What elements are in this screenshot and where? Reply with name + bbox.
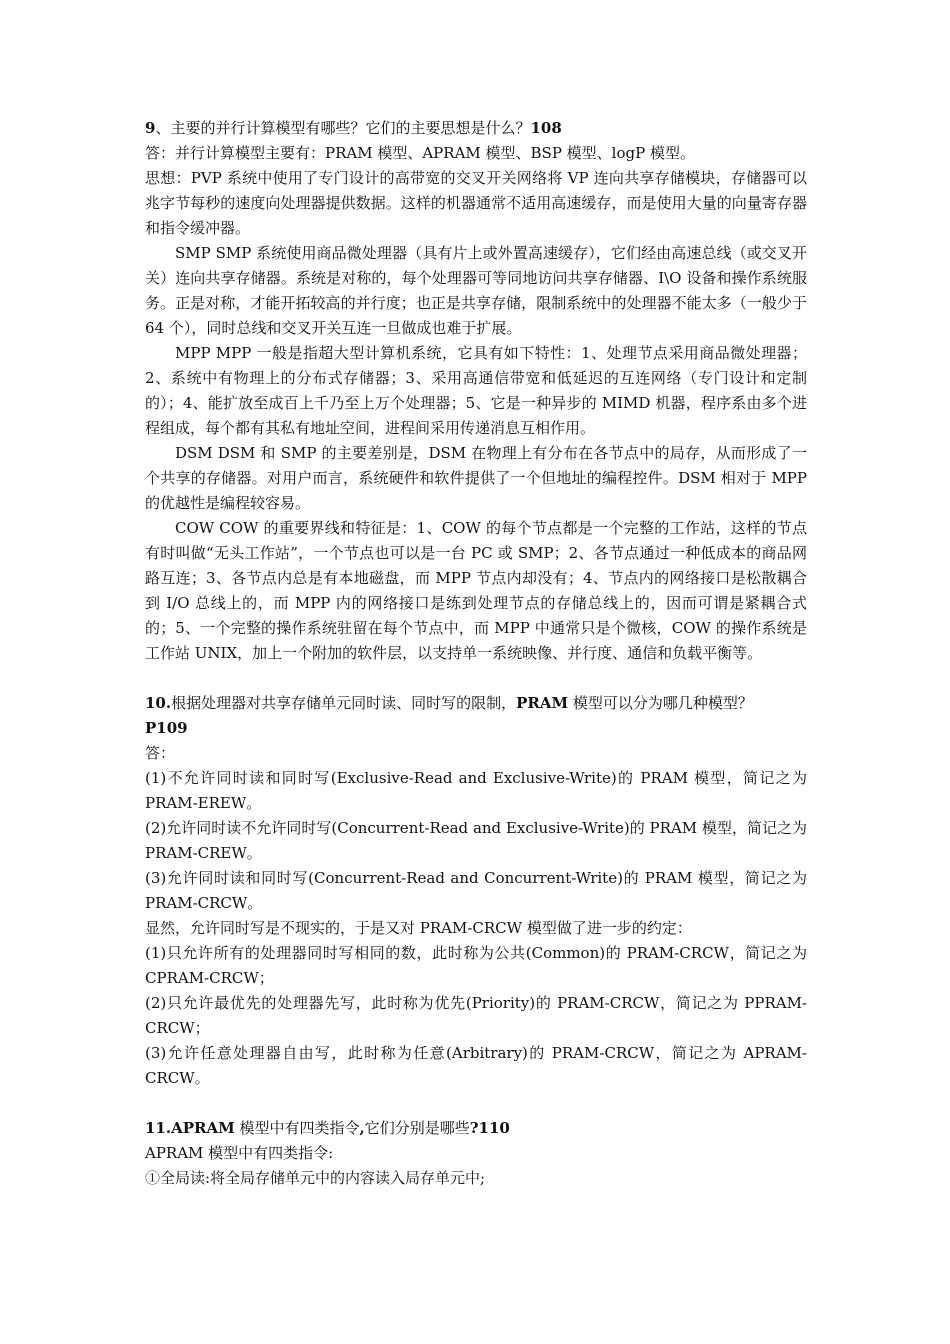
question-9-smp-paragraph: SMP SMP 系统使用商品微处理器（具有片上或外置高速缓存），它们经由高速总线（或交叉开关）连向共享存储器。系统是对称的，每个处理器可等同地访问共享存储器、I\O 设备和操作系统服务。正是对称，才能开拓较高的并行度；也正是共享存储，限制系统中的处理器不能太多（一般少于 64 个），同时总线和交叉开关互连一旦做成也难于扩展。 xyxy=(145,244,807,337)
question-9-page: 108 xyxy=(530,119,562,137)
question-9-cow-paragraph: COW COW 的重要界线和特征是：1、COW 的每个节点都是一个完整的工作站，这样的节点有时叫做“无头工作站”，一个节点也可以是一台 PC 或 SMP；2、各节点通过一种低成本的商品网路互连；3、各节点内总是有本地磁盘，而 MPP 节点内却没有；4、节点内的网络接口是松散耦合到 I/O 总线上的，而 MPP 内的网络接口是练到处理节点的存储总线上的，因而可谓是紧耦合式的；5、一个完整的操作系统驻留在每个节点中，而 MPP 中通常只是个微核，COW 的操作系统是工作站 UNIX，加上一个附加的软件层，以支持单一系统映像、并行度、通信和负载平衡等。 xyxy=(145,519,807,662)
question-10-item: (2)只允许最优先的处理器先写，此时称为优先(Priority)的 PRAM-CRCW，简记之为 PPRAM-CRCW； xyxy=(145,994,807,1037)
question-10-page-number: P109 xyxy=(145,719,188,737)
question-10-item: (3)允许任意处理器自由写，此时称为任意(Arbitrary)的 PRAM-CRCW，简记之为 APRAM-CRCW。 xyxy=(145,1044,807,1087)
question-11-comma: , xyxy=(359,1119,365,1137)
question-10-page xyxy=(145,716,807,741)
question-10-item: (1)只允许所有的处理器同时写相同的数，此时称为公共(Common)的 PRAM-CRCW，简记之为 CPRAM-CRCW； xyxy=(145,944,807,987)
question-10-text-2: 模型可以分为哪几种模型？ xyxy=(568,694,753,712)
section-gap xyxy=(145,666,807,691)
question-11-text-2: 它们分别是哪些 xyxy=(364,1119,470,1137)
question-11-title xyxy=(145,1116,807,1141)
question-9-text: 、主要的并行计算模型有哪些？它们的主要思想是什么？ xyxy=(155,119,531,137)
question-9-pvp-paragraph: 思想：PVP 系统中使用了专门设计的高带宽的交叉开关网络将 VP 连向共享存储模块，存储器可以兆字节每秒的速度向处理器提供数据。这样的机器通常不适用高速缓存，而是使用大量的向量寄存器和指令缓冲器。 xyxy=(145,169,807,237)
question-11-intro: APRAM 模型中有四类指令: xyxy=(145,1144,334,1162)
question-9-answer: 答：并行计算模型主要有：PRAM 模型、APRAM 模型、BSP 模型、logP 模型。 xyxy=(145,144,695,162)
question-11-item: ①全局读:将全局存储单元中的内容读入局存单元中; xyxy=(145,1169,486,1187)
section-gap xyxy=(145,1091,807,1116)
question-10-text-1: 根据处理器对共享存储单元同时读、同时写的限制， xyxy=(171,694,517,712)
question-9-dsm-paragraph: DSM DSM 和 SMP 的主要差别是，DSM 在物理上有分布在各节点中的局存，从而形成了一个共享的存储器。对用户而言，系统硬件和软件提供了一个但地址的编程控件。DSM 相对于 MPP 的优越性是编程较容易。 xyxy=(145,444,807,512)
document-content xyxy=(145,116,807,1191)
question-11-text: 模型中有四类指令 xyxy=(234,1119,360,1137)
question-10-answer-label: 答： xyxy=(145,744,176,762)
question-10-pram: PRAM xyxy=(516,694,569,712)
question-10-number: 10. xyxy=(145,694,172,712)
question-10-item: (2)允许同时读不允许同时写(Concurrent-Read and Exclusive-Write)的 PRAM 模型，简记之为 PRAM-CREW。 xyxy=(145,819,807,862)
question-10-item: (1)不允许同时读和同时写(Exclusive-Read and Exclusive-Write)的 PRAM 模型，简记之为 PRAM-EREW。 xyxy=(145,769,807,812)
question-10-item: (3)允许同时读和同时写(Concurrent-Read and Concurrent-Write)的 PRAM 模型，简记之为 PRAM-CRCW。 xyxy=(145,869,807,912)
question-11-number: 11.APRAM xyxy=(145,1119,235,1137)
question-10-title xyxy=(145,691,807,716)
question-10-item: 显然，允许同时写是不现实的，于是又对 PRAM-CRCW 模型做了进一步的约定： xyxy=(145,919,692,937)
question-9-mpp-paragraph: MPP MPP 一般是指超大型计算机系统，它具有如下特性：1、处理节点采用商品微处理器；2、系统中有物理上的分布式存储器；3、采用高通信带宽和低延迟的互连网络（专门设计和定制的）；4、能扩放至成百上千乃至上万个处理器；5、它是一种异步的 MIMD 机器，程序系由多个进程组成，每个都有其私有地址空间，进程间采用传递消息互相作用。 xyxy=(145,344,807,437)
question-9-number: 9 xyxy=(145,119,156,137)
question-9-title xyxy=(145,116,807,141)
question-11-page: ?110 xyxy=(469,1119,510,1137)
